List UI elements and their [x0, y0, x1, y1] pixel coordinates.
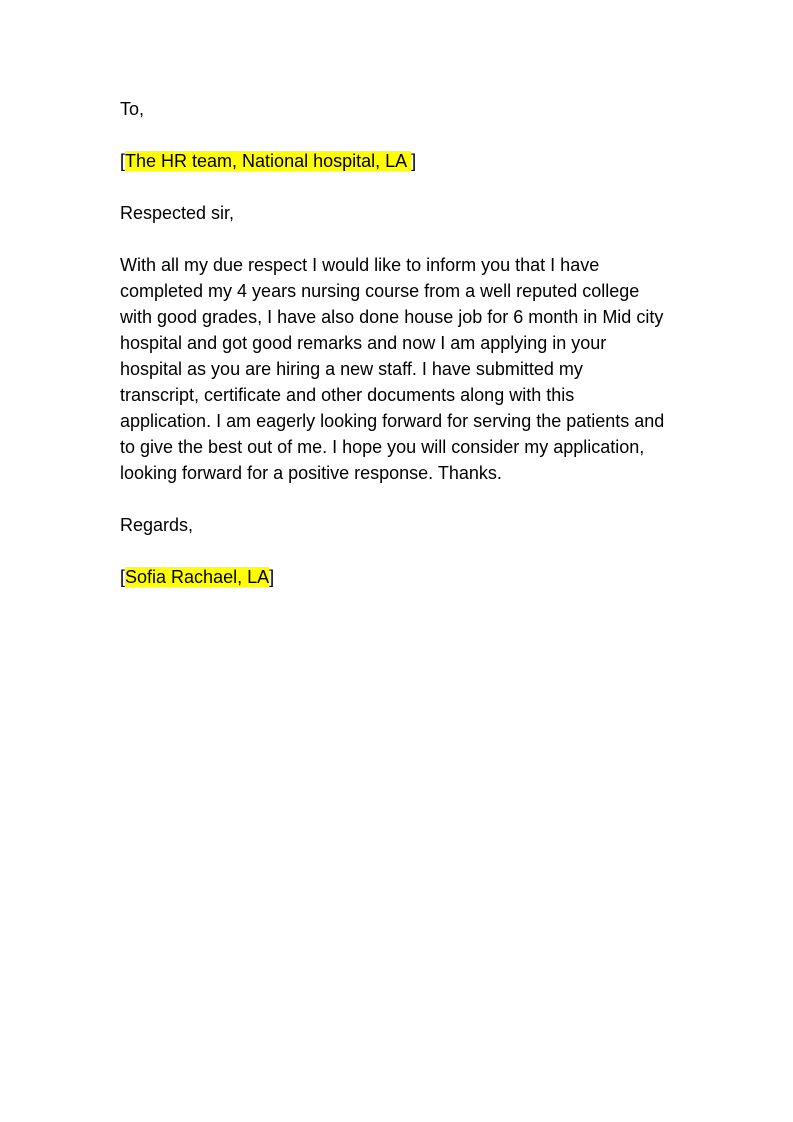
recipient-close-bracket: ] [411, 151, 417, 171]
recipient-name: The HR team, National hospital, LA [125, 151, 412, 171]
salutation-to: To, [120, 99, 145, 119]
sender-close-bracket: ] [269, 567, 275, 587]
recipient-line [120, 148, 665, 174]
letter-body: With all my due respect I would like to inform you that I have completed my 4 years nursing course from a well reputed college with good grades, I have also done house job for 6 month in Mid city hospital and got good remarks and now I am applying in your hospital as you are hiring a new staff. I have submitted my transcript, certificate and other documents along with this application. I am eagerly looking forward for serving the patients and to give the best out of me. I hope you will consider my application, looking forward for a positive response. Thanks. [120, 255, 665, 483]
greeting: Respected sir, [120, 203, 235, 223]
sender-name: Sofia Rachael, LA [125, 567, 270, 587]
sender-line [120, 564, 665, 590]
letter-content [120, 96, 665, 616]
sender-open-bracket: [ [120, 567, 126, 587]
closing: Regards, [120, 515, 194, 535]
recipient-open-bracket: [ [120, 151, 126, 171]
